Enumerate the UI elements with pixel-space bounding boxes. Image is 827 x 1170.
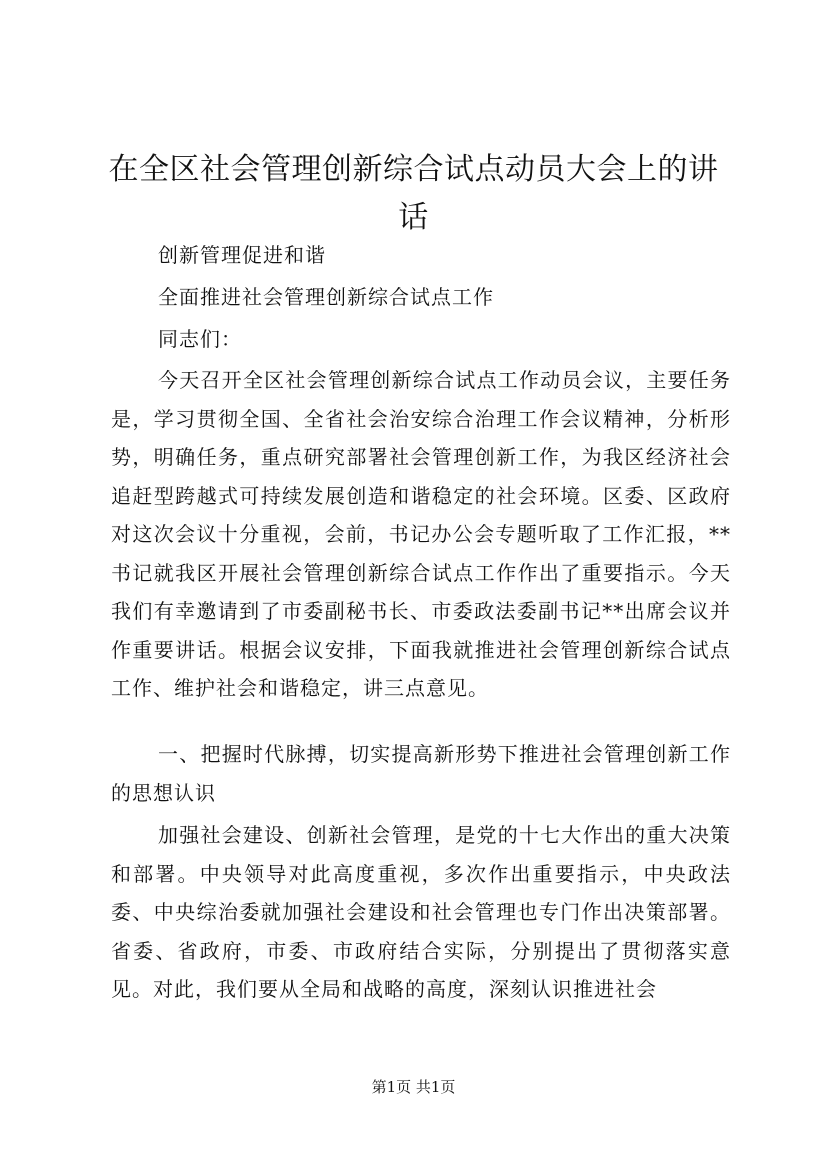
- section-heading-1: 一、把握时代脉搏，切实提高新形势下推进社会管理创新工作的思想认识: [111, 742, 731, 805]
- document-title: 在全区社会管理创新综合试点动员大会上的讲话: [108, 152, 719, 235]
- salutation: 同志们：: [158, 327, 242, 351]
- body-paragraph-1: 今天召开全区社会管理创新综合试点工作动员会议，主要任务是，学习贯彻全国、全省社会治安综合治理工作会议精神，分析形势，明确任务，重点研究部署社会管理创新工作，为我区经济社会追赶型跨越式可持续发展创造和谐稳定的社会环境。区委、区政府对这次会议十分重视，会前，书记办公会专题听取了工作汇报，**书记就我区开展社会管理创新综合试点工作作出了重要指示。今天我们有幸邀请到了市委副秘书长、市委政法委副书记**出席会议并作重要讲话。根据会议安排，下面我就推进社会管理创新综合试点工作、维护社会和谐稳定，讲三点意见。: [111, 368, 731, 700]
- page-footer: 第1页 共1页: [371, 1078, 456, 1096]
- body-paragraph-2: 加强社会建设、创新社会管理，是党的十七大作出的重大决策和部署。中央领导对此高度重视，多次作出重要指示，中央政法委、中央综治委就加强社会建设和社会管理也专门作出决策部署。省委、省政府，市委、市政府结合实际，分别提出了贯彻落实意见。对此，我们要从全局和战略的高度，深刻认识推进社会: [111, 823, 731, 1001]
- subtitle-line-2: 全面推进社会管理创新综合试点工作: [158, 285, 494, 309]
- subtitle-line-1: 创新管理促进和谐: [158, 243, 326, 267]
